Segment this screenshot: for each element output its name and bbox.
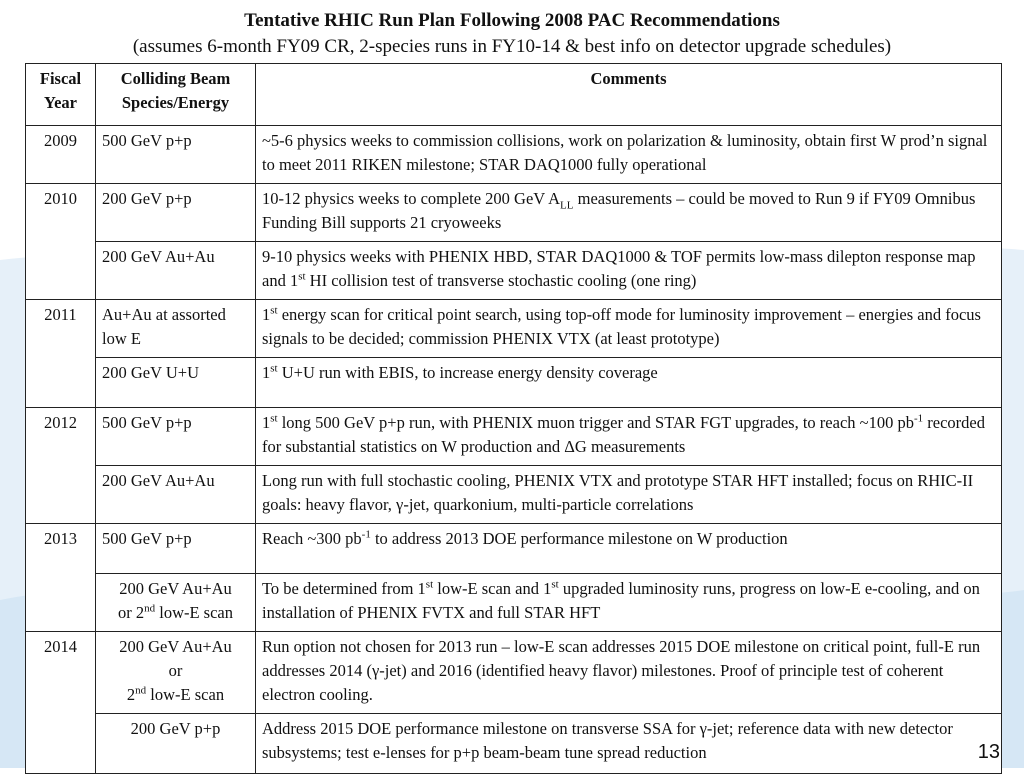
year-cell-2011: 2011 [26, 300, 96, 408]
header-year-line2: Year [44, 93, 77, 112]
comments-cell [256, 184, 1002, 242]
species-text: or [168, 661, 183, 680]
comments-cell [256, 574, 1002, 632]
table-row [26, 524, 1002, 574]
species-cell: 200 GeV p+p [96, 184, 256, 242]
comments-cell: ~5-6 physics weeks to commission collisions, work on polarization & luminosity, obtain first W prod’n signal to meet 2011 RIKEN milestone; STAR DAQ1000 fully operational [256, 126, 1002, 184]
table-row [26, 714, 1002, 774]
species-text: 200 GeV Au+Au [119, 637, 232, 656]
header-year-line1: Fiscal [39, 69, 82, 88]
species-text: low-E scan [155, 603, 234, 622]
species-cell: Au+Au at assorted low E [96, 300, 256, 358]
species-cell: 500 GeV p+p [96, 524, 256, 574]
species-text: 2 [126, 685, 136, 704]
table-row [26, 300, 1002, 358]
comment-text: to address 2013 DOE performance milestone on W production [370, 529, 788, 548]
species-cell [96, 632, 256, 714]
header-species-line2: Species/Energy [121, 93, 230, 112]
comment-text: U+U run with EBIS, to increase energy density coverage [277, 363, 658, 382]
superscript: st [551, 578, 559, 591]
species-cell: 200 GeV Au+Au [96, 242, 256, 300]
year-cell-2010: 2010 [26, 184, 96, 300]
title-block [0, 8, 1024, 60]
comment-text: HI collision test of transverse stochastic cooling (one ring) [305, 271, 697, 290]
comments-cell [256, 524, 1002, 574]
header-species-energy [96, 64, 256, 126]
species-text: low-E scan [146, 685, 225, 704]
comment-text: 1 [262, 305, 271, 324]
comment-text: low-E scan and 1 [433, 579, 552, 598]
table-row [26, 358, 1002, 408]
year-cell-2012: 2012 [26, 408, 96, 524]
slide-title: Tentative RHIC Run Plan Following 2008 PAC Recommendations [244, 10, 780, 31]
species-cell [96, 574, 256, 632]
comment-text: energy scan for critical point search, using top-off mode for luminosity improvement – energies and focus signals to be decided; commission PHENIX VTX (at least prototype) [262, 305, 981, 348]
superscript: st [298, 270, 306, 283]
header-comments: Comments [256, 64, 1002, 126]
comments-cell: Long run with full stochastic cooling, PHENIX VTX and prototype STAR HFT installed; focus on RHIC-II goals: heavy flavor, γ-jet, quarkonium, multi-particle correlations [256, 466, 1002, 524]
comment-text: To be determined from 1 [262, 579, 426, 598]
comment-text: long 500 GeV p+p run, with PHENIX muon trigger and STAR FGT upgrades, to reach ~100 pb [277, 413, 914, 432]
run-plan-table [25, 63, 1002, 774]
comments-cell [256, 408, 1002, 466]
superscript: st [270, 362, 278, 375]
table-row [26, 466, 1002, 524]
species-cell: 500 GeV p+p [96, 126, 256, 184]
page-number: 13 [977, 741, 1000, 763]
header-fiscal-year [26, 64, 96, 126]
comments-cell: Address 2015 DOE performance milestone on transverse SSA for γ-jet; reference data with new detector subsystems; test e-lenses for p+p beam-beam tune spread reduction [256, 714, 1002, 774]
species-text: or 2 [117, 603, 145, 622]
table-row [26, 632, 1002, 714]
table-row [26, 126, 1002, 184]
comment-text: 1 [262, 363, 271, 382]
comment-text: 10-12 physics weeks to complete 200 GeV A [262, 189, 561, 208]
table-header-row [26, 64, 1002, 126]
superscript: -1 [913, 412, 924, 425]
year-cell-2014: 2014 [26, 632, 96, 774]
superscript: nd [135, 684, 147, 697]
slide-subtitle: (assumes 6-month FY09 CR, 2-species runs in FY10-14 & best info on detector upgrade schedules) [132, 36, 892, 57]
comment-text: upgraded luminosity runs, progress on low-E e-cooling, and on installation of PHENIX FVTX and full STAR HFT [262, 579, 980, 622]
year-cell-2009: 2009 [26, 126, 96, 184]
species-cell: 200 GeV p+p [96, 714, 256, 774]
comments-cell [256, 300, 1002, 358]
superscript: st [270, 412, 278, 425]
comments-cell [256, 358, 1002, 408]
comments-cell: Run option not chosen for 2013 run – low-E scan addresses 2015 DOE milestone on critical point, full-E run addresses 2014 (γ-jet) and 2016 (identified heavy flavor) milestones. Proof of principle test of coherent electron cooling. [256, 632, 1002, 714]
table-row [26, 408, 1002, 466]
subscript: LL [560, 199, 574, 212]
comment-text: measurements – could be moved to Run 9 if FY09 Omnibus Funding Bill supports 21 cryoweeks [262, 189, 976, 232]
superscript: nd [144, 602, 156, 615]
header-species-line1: Colliding Beam [120, 69, 231, 88]
table-row [26, 242, 1002, 300]
year-cell-2013: 2013 [26, 524, 96, 632]
superscript: st [270, 304, 278, 317]
species-cell: 500 GeV p+p [96, 408, 256, 466]
table-row [26, 184, 1002, 242]
superscript: -1 [361, 528, 371, 541]
species-cell: 200 GeV U+U [96, 358, 256, 408]
comment-text: Reach ~300 pb [262, 529, 362, 548]
comment-text: 9-10 physics weeks with PHENIX HBD, STAR DAQ1000 & TOF permits low-mass dilepton response map and 1 [262, 247, 976, 290]
comments-cell [256, 242, 1002, 300]
species-text: 200 GeV Au+Au [119, 579, 232, 598]
species-cell: 200 GeV Au+Au [96, 466, 256, 524]
table-row [26, 574, 1002, 632]
comment-text: 1 [262, 413, 271, 432]
superscript: st [425, 578, 434, 591]
comment-text: recorded for substantial statistics on W production and ΔG measurements [262, 413, 985, 456]
